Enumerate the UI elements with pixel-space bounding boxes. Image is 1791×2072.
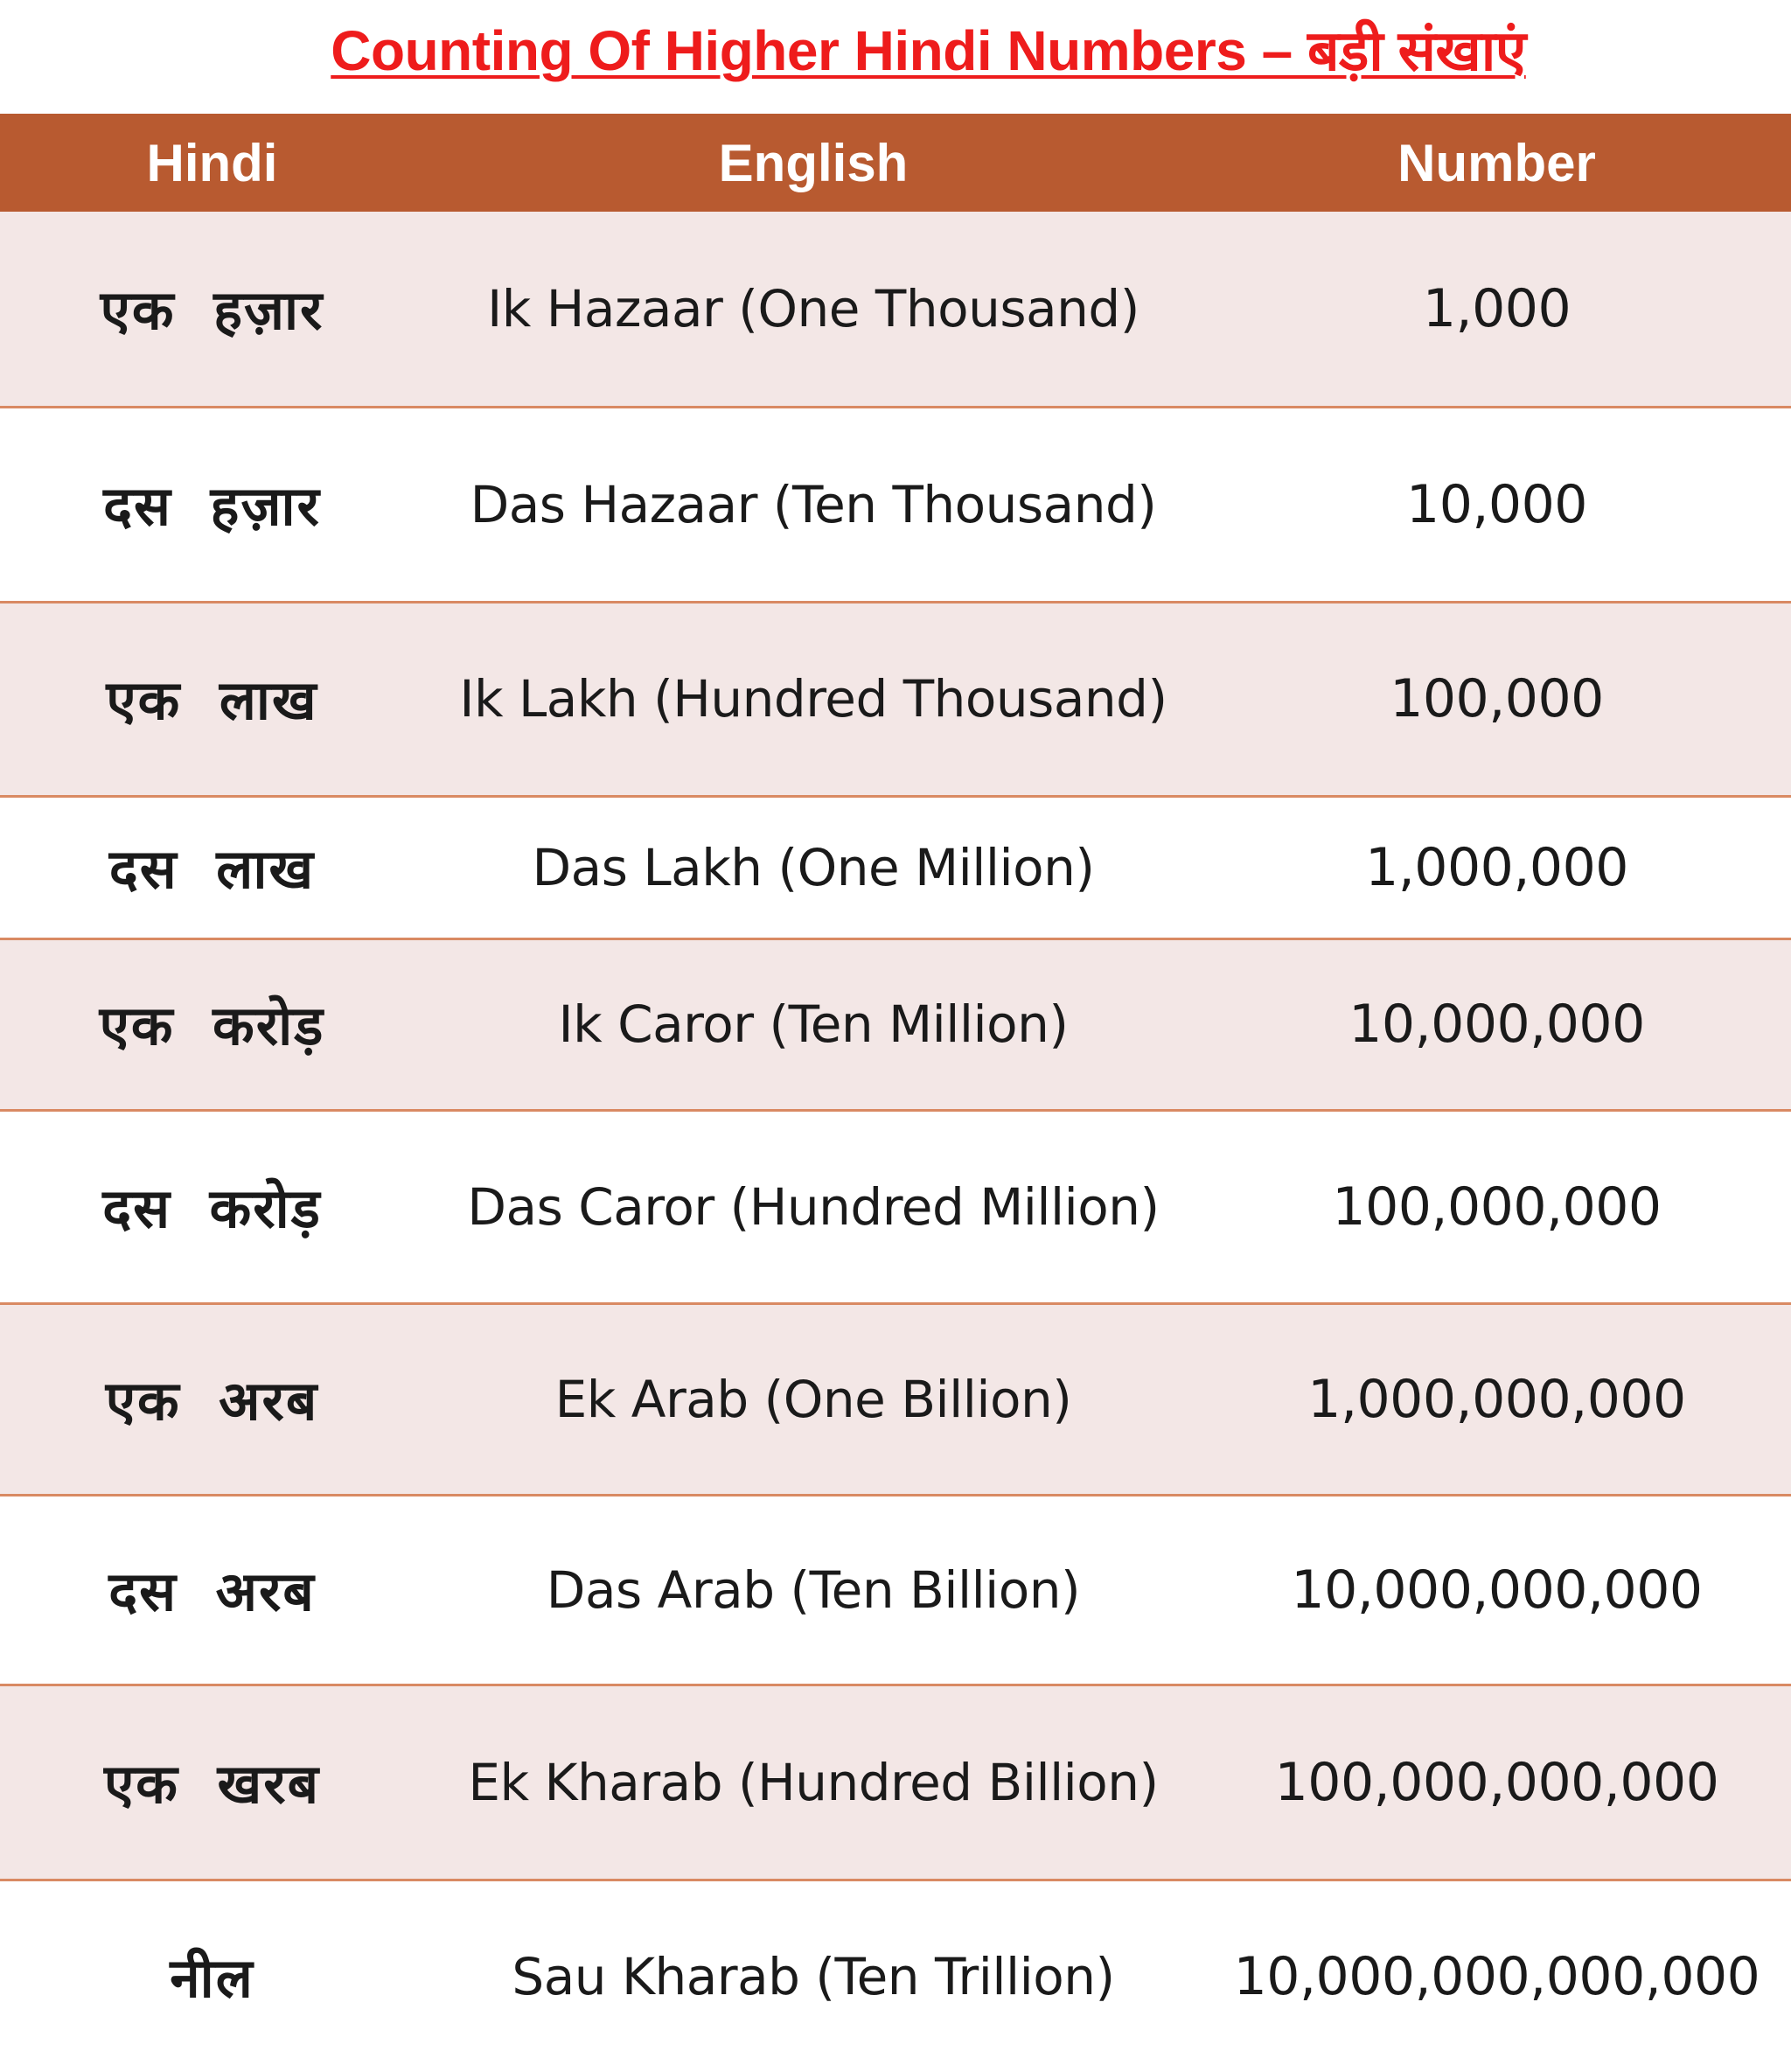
- cell-hindi: दस करोड़: [0, 1110, 424, 1303]
- cell-english: Ek Kharab (Hundred Billion): [424, 1685, 1202, 1880]
- header-row: [0, 114, 1791, 212]
- cell-number: 10,000,000,000,000: [1233, 1945, 1760, 2007]
- cell-english: Ik Caror (Ten Million): [424, 938, 1202, 1110]
- cell-english: Das Caror (Hundred Million): [424, 1110, 1202, 1303]
- cell-hindi: नील: [170, 1945, 254, 2010]
- cell-hindi: एक हज़ार: [0, 212, 424, 407]
- cell-english: Das Lakh (One Million): [424, 796, 1202, 938]
- cell-number: 100,000,000,000: [1202, 1685, 1791, 1880]
- cell-hindi: एक करोड़: [0, 938, 424, 1110]
- header-number: Number: [1397, 133, 1596, 192]
- table-row: [0, 407, 1791, 602]
- table-row: [0, 1880, 1791, 2072]
- cell-english: Das Arab (Ten Billion): [424, 1495, 1202, 1685]
- cell-hindi: दस अरब: [0, 1495, 424, 1685]
- cell-number: 10,000: [1202, 407, 1791, 602]
- cell-number: 10,000,000: [1202, 938, 1791, 1110]
- table-row: [0, 602, 1791, 796]
- table-row: [0, 1303, 1791, 1495]
- cell-number: 1,000,000: [1202, 796, 1791, 938]
- table-row: [0, 1110, 1791, 1303]
- cell-hindi: दस हज़ार: [0, 407, 424, 602]
- cell-english: Ik Hazaar (One Thousand): [424, 212, 1202, 407]
- cell-number: 100,000,000: [1202, 1110, 1791, 1303]
- table-body: [0, 212, 1791, 2072]
- numbers-table: [0, 114, 1791, 2072]
- cell-number: 1,000,000,000: [1202, 1303, 1791, 1495]
- title-area: [0, 0, 1791, 114]
- header-english: English: [718, 133, 909, 192]
- cell-english: Ik Lakh (Hundred Thousand): [424, 602, 1202, 796]
- cell-number: 10,000,000,000: [1202, 1495, 1791, 1685]
- cell-english: Sau Kharab (Ten Trillion): [512, 1946, 1115, 2006]
- table-row: [0, 1685, 1791, 1880]
- cell-hindi: एक अरब: [0, 1303, 424, 1495]
- table-header: [0, 114, 1791, 212]
- cell-hindi: दस लाख: [0, 796, 424, 938]
- cell-hindi: एक खरब: [0, 1685, 424, 1880]
- page-title: Counting Of Higher Hindi Numbers – बड़ी संखाएं: [331, 19, 1526, 82]
- cell-number: 100,000: [1202, 602, 1791, 796]
- table-row: [0, 212, 1791, 407]
- cell-number: 1,000: [1202, 212, 1791, 407]
- table-row: [0, 796, 1791, 938]
- cell-hindi: एक लाख: [0, 602, 424, 796]
- table-row: [0, 1495, 1791, 1685]
- header-hindi: Hindi: [146, 133, 278, 192]
- table-row: [0, 938, 1791, 1110]
- cell-english: Ek Arab (One Billion): [424, 1303, 1202, 1495]
- cell-english: Das Hazaar (Ten Thousand): [424, 407, 1202, 602]
